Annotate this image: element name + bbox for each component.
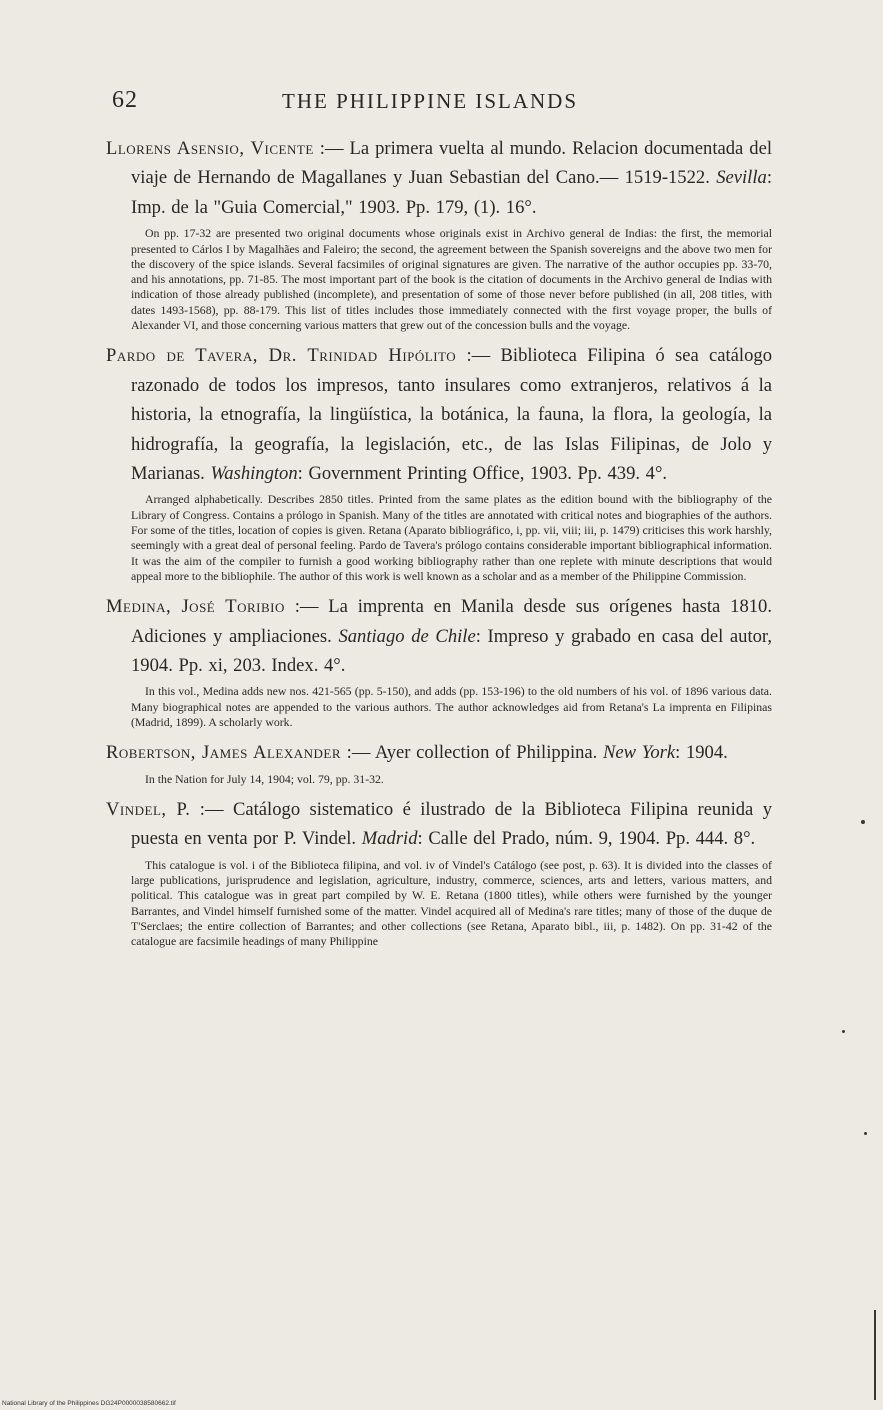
entry-place: Santiago de Chile [338,625,476,647]
library-stamp: National Library of the Philippines DG24P0000038580662.tif [2,1400,176,1407]
entry-separator: :— [190,798,233,820]
entry-note: In this vol., Medina adds new nos. 421-565 (pp. 5-150), and adds (pp. 153-196) to the old numbers of his vol. of 1896 various data. Many biographical notes are appended to the various authors. The author acknowledges aid from Retana's La imprenta en Filipinas (Madrid, 1899). A scholarly work. [131,684,772,729]
entry-place: Madrid [361,828,418,850]
entry-note: Arranged alphabetically. Describes 2850 titles. Printed from the same plates as the edition bound with the bibliography of the Library of Congress. Contains a prólogo in Spanish. Many of the titles are annotated with critical notes and biographies of the authors. For some of the titles, location of copies is given. Retana (Aparato bibliográfico, i, pp. vii, viii; iii, p. 1479) criticises this work harshly, seemingly with a great deal of personal feeling. Pardo de Tavera's prólogo contains considerable important bibliographical information. It was the aim of the compiler to furnish a good working bibliography rather than one replete with minute descriptions that would appeal more to the bibliophile. The author of this work is well known as a scholar and as a member of the Philippine Commission. [131,492,772,583]
entry-title: Ayer collection of Philippina. [375,742,598,764]
entry-note: On pp. 17-32 are presented two original documents whose originals exist in Archivo general de Indias: the first, the memorial presented to Cárlos I by Magalhães and Faleiro; the second, the agreement between the Spanish sovereigns and the above two men for the discovery of the spice islands. Several facsimiles of original signatures are given. The narrative of the author occupies pp. 33-70, and his annotations, pp. 71-85. The most important part of the book is the citation of documents in the Archivo general de Indias with indication of those already published (incomplete), and presentation of some of those never before published (in all, 208 titles, with dates 1493-1568), pp. 88-179. This list of titles includes those immediately connected with the first voyage proper, the bulls of Alexander VI, and those concerning various matters that grew out of the concession bulls and the voyage. [131,226,772,332]
citation [106,592,772,680]
scan-speck [842,1030,845,1033]
entry-imprint: : Government Printing Office, 1903. Pp. 439. 4°. [297,462,668,484]
entry-separator: :— [341,742,376,764]
bibliography-entries [106,134,772,958]
entry-separator: :— [284,596,329,618]
entry-imprint: : 1904. [675,742,728,764]
entry-author: Vindel, P. [106,798,191,820]
scan-edge-mark [874,1310,876,1400]
entry-author: Medina, José Toribio [106,596,285,618]
bibliography-entry [106,795,772,950]
entry-separator: :— [456,345,501,367]
entry-author: Robertson, James Alexander [106,742,341,764]
entry-place: Sevilla [716,167,767,189]
entry-note: This catalogue is vol. i of the Biblioteca filipina, and vol. iv of Vindel's Catálogo (see post, p. 63). It is divided into the classes of large publications, jurisprudence and legislation, agriculture, industry, commerce, sciences, arts and letters, various matters, and political. This catalogue was in great part compiled by W. E. Retana (1800 titles), while others were furnished by the younger Barrantes, and Vindel himself furnished some of the matter. Vindel acquired all of Medina's rare titles; many of those of the duque de T'Serclaes; the entire collection of Barrantes; and other collections (see Retana, Aparato bibl., iii, p. 1482). On pp. 31-42 of the catalogue are facsimile headings of many Philippine [131,857,772,949]
page-number: 62 [112,87,138,113]
scan-speck [864,1132,867,1135]
bibliography-entry [106,341,772,584]
entry-place: Washington [210,462,298,484]
entry-imprint: : Imp. de la "Guia Comercial," 1903. Pp. 179, (1). 16°. [131,167,772,218]
citation [106,134,772,222]
running-head: THE PHILIPPINE ISLANDS [282,89,578,113]
entry-author: Llorens Asensio, Vicente [106,138,314,159]
entry-place: New York [603,742,676,764]
entry-imprint: : Calle del Prado, núm. 9, 1904. Pp. 444. 8°. [417,828,756,850]
entry-imprint: : Impreso y grabado en casa del autor, 1904. Pp. xi, 203. Index. 4°. [131,625,773,676]
citation [106,795,772,854]
entry-note: In the Nation for July 14, 1904; vol. 79, pp. 31-32. [145,771,384,786]
scan-speck [861,820,865,824]
citation [106,738,772,767]
citation [106,341,772,488]
entry-author: Pardo de Tavera, Dr. Trinidad Hipólito [106,345,457,367]
bibliography-entry [106,134,772,333]
bibliography-entry [106,592,772,730]
entry-title: Catálogo sistematico é ilustrado de la Biblioteca Filipina reunida y puesta en venta por P. Vindel. [131,798,773,850]
bibliography-entry [106,738,772,787]
entry-title: La primera vuelta al mundo. Relacion documentada del viaje de Hernando de Magallanes y Juan Sebastian del Cano.— 1519-1522. [131,138,772,189]
entry-separator: :— [313,138,350,159]
entry-title: La imprenta en Manila desde sus orígenes hasta 1810. Adiciones y ampliaciones. [131,596,772,647]
entry-title: Biblioteca Filipina ó sea catálogo razonado de todos los impresos, tanto insulares como extranjeros, relativos á la historia, la etnografía, la lingüística, la botánica, la fauna, la flora, la geología, la hidrografía, la geografía, la legislación, etc., de las Islas Filipinas, de Jolo y Marianas. [131,345,772,484]
